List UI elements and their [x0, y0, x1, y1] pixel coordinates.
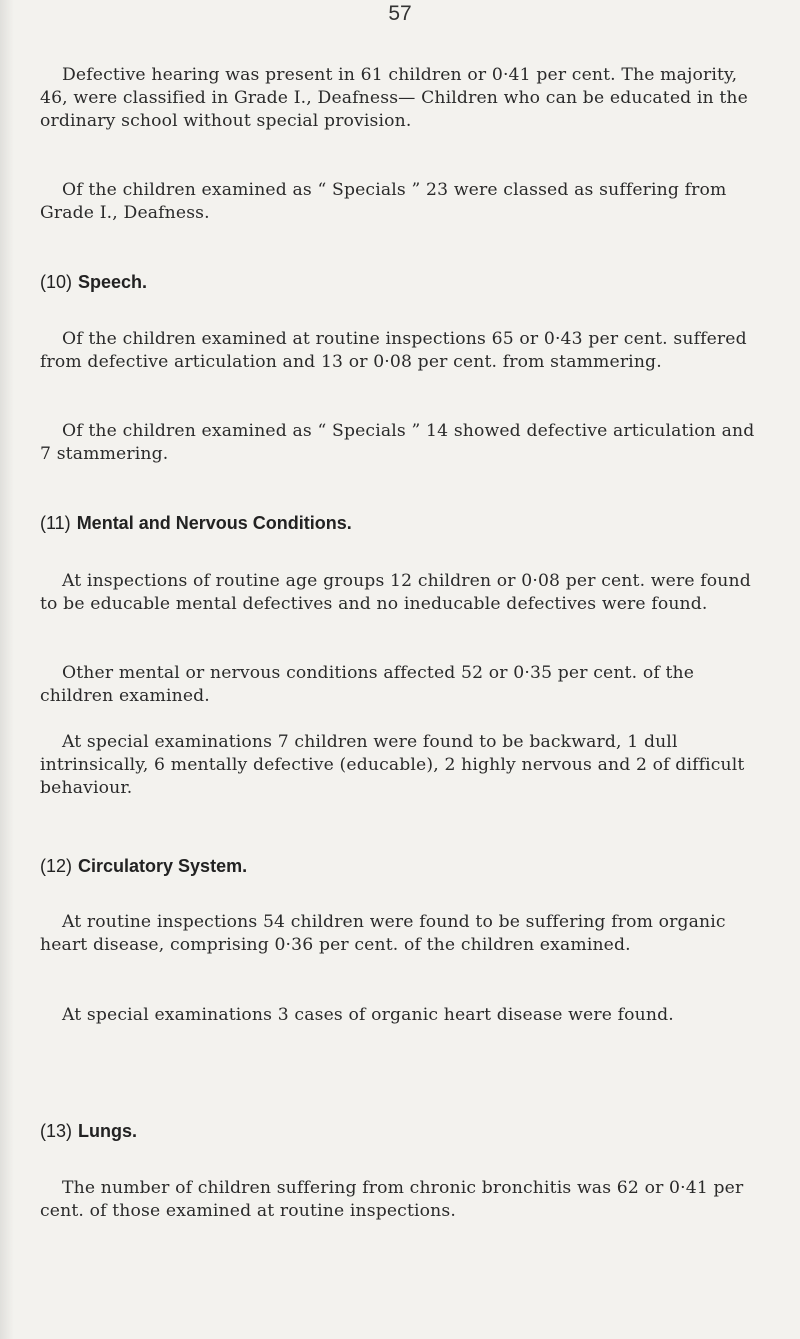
section-heading-speech	[40, 271, 147, 293]
section-number: (11)	[40, 513, 71, 533]
circulatory-paragraph-1: At routine inspections 54 children were found to be suffering from organic heart disease, comprising 0·36 per cent. of the children examined.	[40, 912, 726, 955]
hearing-paragraph-2: Of the children examined as “ Specials ” 23 were classed as suffering from Grade I., Deafness.	[40, 180, 727, 223]
speech-paragraph-1: Of the children examined at routine inspections 65 or 0·43 per cent. suffered from defective articulation and 13 or 0·08 per cent. from stammering.	[40, 329, 747, 372]
section-number: (12)	[40, 856, 73, 876]
section-heading-lungs	[40, 1120, 137, 1142]
mental-paragraph-2: Other mental or nervous conditions affected 52 or 0·35 per cent. of the children examined.	[40, 663, 695, 706]
section-title: Mental and Nervous Conditions.	[76, 513, 352, 533]
mental-paragraph-1: At inspections of routine age groups 12 children or 0·08 per cent. were found to be educable mental defectives and no ineducable defectives were found.	[40, 571, 751, 614]
section-title: Lungs.	[78, 1121, 138, 1141]
mental-paragraph-3: At special examinations 7 children were found to be backward, 1 dull intrinsically, 6 mentally defective (educable), 2 highly nervous and 2 of difficult behaviour.	[40, 732, 745, 798]
section-heading-circulatory	[40, 855, 247, 877]
section-title: Circulatory System.	[78, 856, 248, 876]
section-title: Speech.	[78, 272, 148, 292]
speech-paragraph-2: Of the children examined as “ Specials ” 14 showed defective articulation and 7 stammering.	[40, 421, 755, 464]
section-number: (13)	[40, 1121, 73, 1141]
page-edge-shadow	[0, 0, 14, 1339]
section-heading-mental	[40, 512, 352, 534]
hearing-paragraph-1: Defective hearing was present in 61 children or 0·41 per cent. The majority, 46, were classified in Grade I., Deafness— Children who can be educated in the ordinary school without special provision.	[40, 65, 748, 131]
lungs-paragraph-1: The number of children suffering from chronic bronchitis was 62 or 0·41 per cent. of those examined at routine inspections.	[40, 1178, 744, 1221]
section-number: (10)	[40, 272, 73, 292]
circulatory-paragraph-2: At special examinations 3 cases of organic heart disease were found.	[62, 1005, 674, 1025]
page-number: 57	[388, 2, 412, 25]
